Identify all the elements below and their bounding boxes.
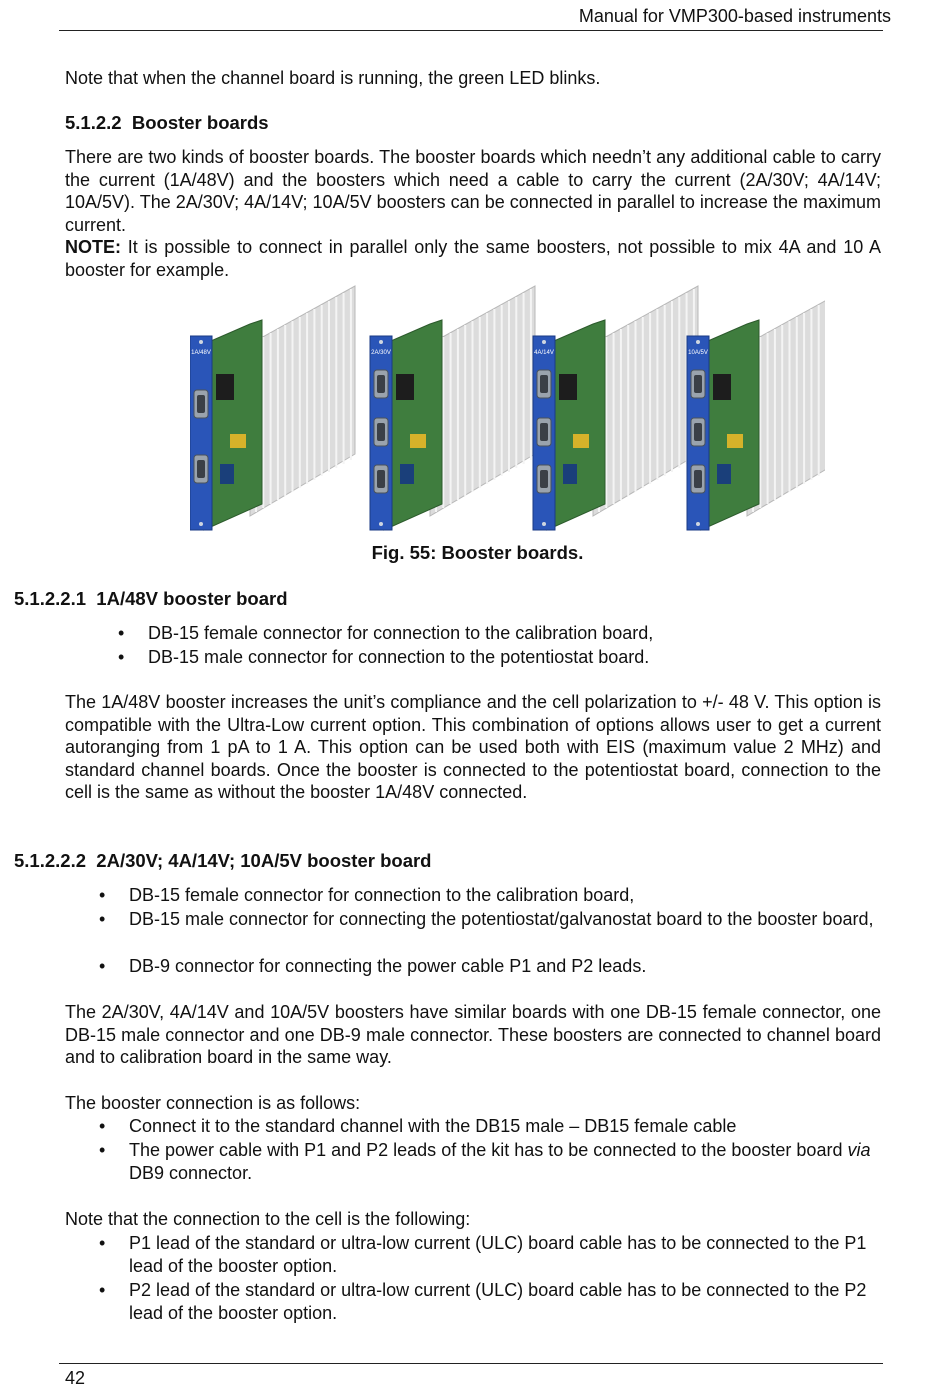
section-number: 5.1.2.2 (65, 112, 122, 133)
figure-caption: Fig. 55: Booster boards. (371, 542, 584, 563)
list-item-text: P1 lead of the standard or ultra-low current (ULC) board cable has to be connected to the P1 lead of the booster option. (129, 1233, 867, 1276)
section-heading-multi-booster (14, 850, 431, 872)
bullet-glyph: • (99, 1140, 106, 1160)
connection-intro: The booster connection is as follows: (65, 1093, 361, 1113)
bullet-glyph: • (118, 647, 125, 667)
bullet-glyph: • (99, 1280, 106, 1300)
panel-label: 10A/5V (688, 350, 708, 356)
booster-1a48v-paragraph: The 1A/48V booster increases the unit’s compliance and the cell polarization to +/- 48 V. This option is compatible with the Ultra-Low current option. This combination of options allows user to get a current autoranging from 1 pA to 1 A. This option can be used both with EIS (maximum value 2 MHz) and standard channel boards. Once the booster is connected to the potentiostat board, connection to the cell is the same as without the booster 1A/48V connected. (65, 692, 881, 803)
subsection-number: 5.1.2.2.2 (14, 850, 87, 871)
multi-booster-paragraph: The 2A/30V, 4A/14V and 10A/5V boosters have similar boards with one DB-15 female connector, one DB-15 male connector and one DB-9 male connector. These boosters are connected to channel board and to calibration board in the same way. (65, 1002, 881, 1068)
panel-label: 1A/48V (191, 350, 211, 356)
list-item (118, 622, 878, 645)
screw (199, 522, 203, 526)
bullet-glyph: • (99, 1233, 106, 1253)
bullet-glyph: • (99, 956, 106, 976)
component (396, 374, 414, 400)
bullet-glyph: • (118, 623, 125, 643)
db-connector-pins (197, 395, 205, 413)
section-heading-1a48v (14, 588, 288, 610)
subsection-number: 5.1.2.2.1 (14, 588, 87, 609)
db-connector-pins (377, 423, 385, 441)
component (713, 374, 731, 400)
front-panel (190, 336, 212, 530)
db-connector-pins (540, 470, 548, 488)
db-connector-pins (540, 375, 548, 393)
footer-rule (59, 1363, 883, 1364)
component (230, 434, 246, 448)
db-connector-pins (377, 375, 385, 393)
component (573, 434, 589, 448)
booster-board (370, 286, 535, 530)
db-connector-pins (694, 423, 702, 441)
booster-intro-paragraph (65, 146, 881, 282)
heatsink (593, 286, 698, 516)
header-rule (59, 30, 883, 31)
list-item-text: DB-15 female connector for connection to the calibration board, (129, 885, 635, 905)
component (410, 434, 426, 448)
component (559, 374, 577, 400)
component (220, 464, 234, 484)
list-item (99, 955, 881, 978)
pcb (204, 320, 262, 530)
list-item-text: P2 lead of the standard or ultra-low current (ULC) board cable has to be connected to the P2 lead of the booster option. (129, 1280, 867, 1323)
list-item-text (99, 1139, 881, 1184)
screw (199, 340, 203, 344)
screw (696, 522, 700, 526)
italic-via: via (847, 1140, 871, 1160)
pcb (384, 320, 442, 530)
db-connector-pins (197, 460, 205, 478)
heatsink (250, 286, 355, 516)
component (727, 434, 743, 448)
intro-note: Note that when the channel board is running, the green LED blinks. (65, 68, 601, 88)
pcb (547, 320, 605, 530)
screw (379, 340, 383, 344)
list-item-text: DB-15 male connector for connection to the potentiostat board. (148, 647, 650, 667)
screw (542, 340, 546, 344)
screw (696, 340, 700, 344)
section-title: Booster boards (131, 112, 269, 133)
booster-board (190, 286, 355, 530)
bullet-glyph: • (99, 885, 106, 905)
list-item (99, 1139, 881, 1184)
list-item-text: DB-9 connector for connecting the power cable P1 and P2 leads. (129, 956, 647, 976)
subsection-title: 2A/30V; 4A/14V; 10A/5V booster board (96, 850, 432, 871)
list-item-text: DB-15 female connector for connection to the calibration board, (148, 623, 654, 643)
component (400, 464, 414, 484)
list-item (99, 908, 881, 931)
list-item-text-main: The power cable with P1 and P2 leads of the kit has to be connected to the booster board (129, 1140, 848, 1160)
booster-board (533, 286, 698, 530)
bullet-glyph: • (99, 909, 106, 929)
list-item-text: DB-15 male connector for connecting the potentiostat/galvanostat board to the booster board, (129, 909, 874, 929)
component (216, 374, 234, 400)
booster-board (687, 286, 825, 530)
panel-label: 4A/14V (534, 350, 554, 356)
note-label: NOTE: (65, 237, 121, 258)
db-connector-pins (377, 470, 385, 488)
cell-connection-intro: Note that the connection to the cell is the following: (65, 1209, 471, 1229)
header-title: Manual for VMP300-based instruments (578, 6, 891, 26)
page-number: 42 (65, 1368, 86, 1388)
db-connector-pins (694, 375, 702, 393)
booster-boards-figure (190, 284, 825, 532)
screw (542, 522, 546, 526)
list-item (99, 1279, 881, 1324)
list-item (118, 646, 878, 669)
list-item (99, 1115, 881, 1138)
list-item-text-tail: DB9 connector. (129, 1162, 253, 1183)
component (563, 464, 577, 484)
note-text: It is possible to connect in parallel only the same boosters, not possible to mix 4A and 10 A booster for example. (65, 237, 881, 280)
booster-intro-text: There are two kinds of booster boards. The booster boards which needn’t any additional cable to carry the current (1A/48V) and the boosters which need a cable to carry the current (2A/30V; 4A/14V; 10A/5V). The 2A/30V; 4A/14V; 10A/5V boosters can be connected in parallel to increase the maximum current. (65, 147, 881, 235)
component (717, 464, 731, 484)
list-item-text: Connect it to the standard channel with the DB15 male – DB15 female cable (129, 1116, 737, 1136)
db-connector-pins (540, 423, 548, 441)
heatsink (430, 286, 535, 516)
bullet-glyph: • (99, 1116, 106, 1136)
subsection-title: 1A/48V booster board (96, 588, 288, 609)
section-heading-booster-boards (65, 112, 269, 134)
db-connector-pins (694, 470, 702, 488)
screw (379, 522, 383, 526)
pcb (701, 320, 759, 530)
list-item (99, 884, 881, 907)
list-item (99, 1232, 881, 1277)
panel-label: 2A/30V (371, 350, 391, 356)
